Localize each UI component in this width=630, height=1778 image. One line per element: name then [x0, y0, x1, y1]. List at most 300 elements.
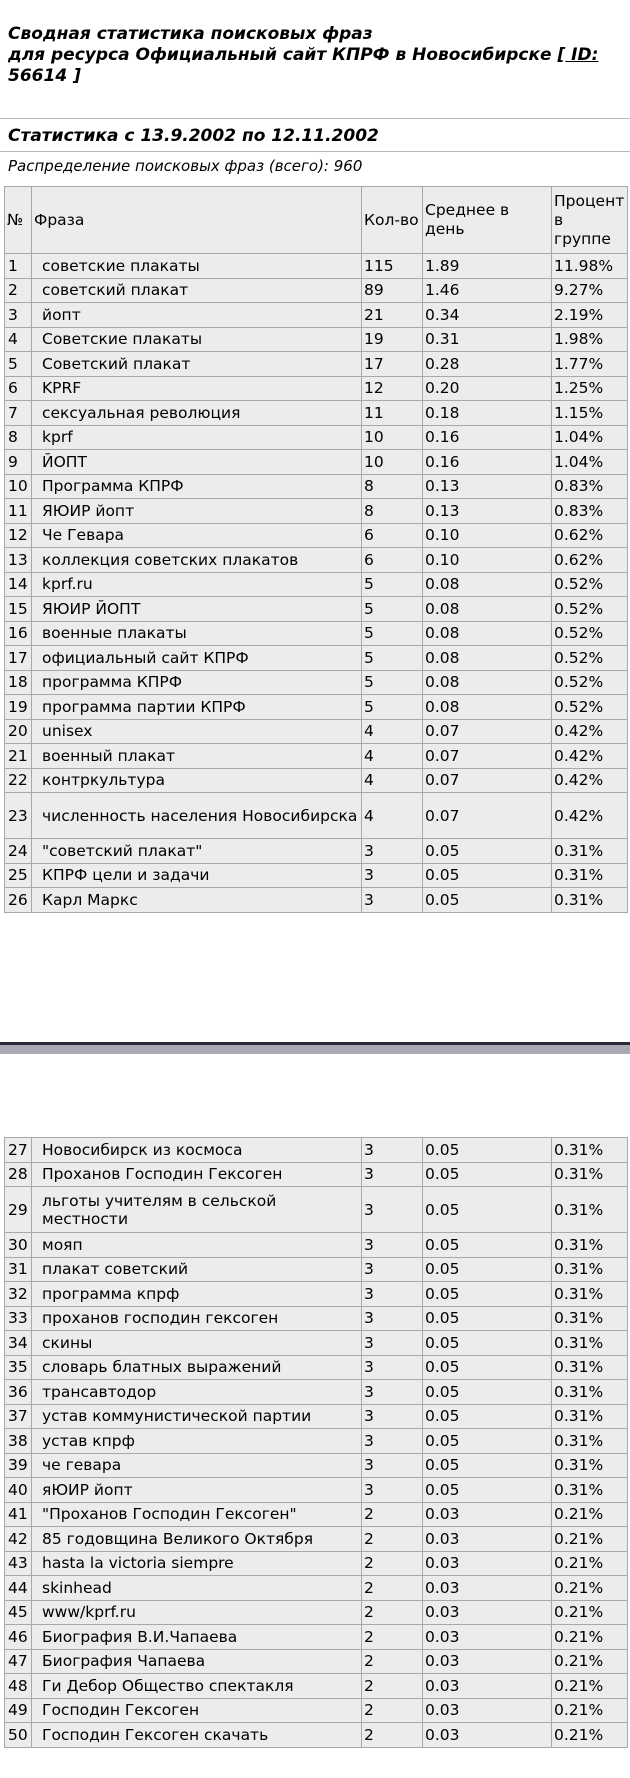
row-phrase: Господин Гексоген скачать	[32, 1723, 362, 1748]
row-pct: 1.77%	[552, 352, 628, 377]
resource-id-link[interactable]: ID:	[565, 45, 599, 65]
row-phrase: КПРФ цели и задачи	[32, 863, 362, 888]
row-count: 5	[362, 695, 423, 720]
divider-top	[0, 118, 630, 119]
row-phrase: программа кпрф	[32, 1282, 362, 1307]
row-count: 4	[362, 793, 423, 839]
row-phrase: ЙОПТ	[32, 450, 362, 475]
row-num: 48	[5, 1674, 32, 1699]
row-num: 1	[5, 254, 32, 279]
row-phrase: kprf.ru	[32, 572, 362, 597]
table-row	[5, 1233, 628, 1258]
table-row	[5, 695, 628, 720]
row-num: 3	[5, 303, 32, 328]
row-phrase: "советский плакат"	[32, 839, 362, 864]
row-num: 36	[5, 1380, 32, 1405]
row-avg: 0.05	[423, 1162, 552, 1187]
row-num: 26	[5, 888, 32, 913]
row-avg: 0.03	[423, 1674, 552, 1699]
row-pct: 2.19%	[552, 303, 628, 328]
row-pct: 0.31%	[552, 1380, 628, 1405]
row-num: 47	[5, 1649, 32, 1674]
row-phrase: unisex	[32, 719, 362, 744]
row-pct: 0.31%	[552, 888, 628, 913]
row-num: 32	[5, 1282, 32, 1307]
resource-id-value: 56614	[8, 66, 68, 86]
row-avg: 0.05	[423, 1453, 552, 1478]
row-count: 2	[362, 1502, 423, 1527]
row-avg: 0.03	[423, 1649, 552, 1674]
row-count: 3	[362, 1233, 423, 1258]
table-row	[5, 1257, 628, 1282]
row-count: 2	[362, 1723, 423, 1748]
row-count: 3	[362, 1331, 423, 1356]
row-avg: 0.05	[423, 1404, 552, 1429]
row-num: 16	[5, 621, 32, 646]
row-pct: 0.31%	[552, 1306, 628, 1331]
row-phrase: программа партии КПРФ	[32, 695, 362, 720]
table-row	[5, 1355, 628, 1380]
row-phrase: Господин Гексоген	[32, 1698, 362, 1723]
row-count: 3	[362, 1380, 423, 1405]
row-count: 2	[362, 1649, 423, 1674]
row-num: 6	[5, 376, 32, 401]
row-pct: 0.21%	[552, 1698, 628, 1723]
row-num: 30	[5, 1233, 32, 1258]
row-pct: 0.83%	[552, 474, 628, 499]
table-row	[5, 670, 628, 695]
row-phrase: skinhead	[32, 1576, 362, 1601]
row-phrase: коллекция советских плакатов	[32, 548, 362, 573]
row-count: 3	[362, 1404, 423, 1429]
row-num: 10	[5, 474, 32, 499]
row-pct: 0.21%	[552, 1502, 628, 1527]
row-pct: 0.31%	[552, 1187, 628, 1233]
row-count: 2	[362, 1527, 423, 1552]
row-count: 3	[362, 1282, 423, 1307]
row-pct: 1.25%	[552, 376, 628, 401]
row-count: 12	[362, 376, 423, 401]
row-count: 3	[362, 863, 423, 888]
table-row	[5, 572, 628, 597]
row-phrase: трансавтодор	[32, 1380, 362, 1405]
table-row	[5, 327, 628, 352]
row-count: 3	[362, 1162, 423, 1187]
table-row	[5, 278, 628, 303]
row-count: 6	[362, 523, 423, 548]
row-avg: 0.16	[423, 450, 552, 475]
row-phrase: сексуальная революция	[32, 401, 362, 426]
row-avg: 0.03	[423, 1551, 552, 1576]
row-pct: 1.98%	[552, 327, 628, 352]
row-num: 31	[5, 1257, 32, 1282]
row-phrase: Проханов Господин Гексоген	[32, 1162, 362, 1187]
table-row	[5, 768, 628, 793]
row-num: 7	[5, 401, 32, 426]
row-num: 5	[5, 352, 32, 377]
row-num: 21	[5, 744, 32, 769]
row-phrase: www/kprf.ru	[32, 1600, 362, 1625]
row-pct: 0.52%	[552, 670, 628, 695]
row-avg: 0.05	[423, 888, 552, 913]
row-phrase: "Проханов Господин Гексоген"	[32, 1502, 362, 1527]
row-avg: 0.05	[423, 1282, 552, 1307]
table-row	[5, 548, 628, 573]
table-row	[5, 1306, 628, 1331]
table-row	[5, 1674, 628, 1699]
row-num: 33	[5, 1306, 32, 1331]
row-pct: 9.27%	[552, 278, 628, 303]
row-phrase: ЯЮИР ЙОПТ	[32, 597, 362, 622]
row-count: 2	[362, 1600, 423, 1625]
table-row	[5, 863, 628, 888]
row-pct: 1.15%	[552, 401, 628, 426]
row-avg: 0.18	[423, 401, 552, 426]
row-phrase: Биография В.И.Чапаева	[32, 1625, 362, 1650]
row-num: 41	[5, 1502, 32, 1527]
row-count: 2	[362, 1576, 423, 1601]
row-avg: 0.05	[423, 1380, 552, 1405]
row-avg: 1.89	[423, 254, 552, 279]
row-avg: 0.13	[423, 499, 552, 524]
row-avg: 0.08	[423, 646, 552, 671]
row-phrase: скины	[32, 1331, 362, 1356]
row-avg: 0.03	[423, 1527, 552, 1552]
row-count: 3	[362, 839, 423, 864]
row-pct: 0.31%	[552, 1404, 628, 1429]
row-avg: 0.05	[423, 1138, 552, 1163]
row-phrase: льготы учителям в сельской местности	[32, 1187, 362, 1233]
table-row	[5, 1331, 628, 1356]
table-row	[5, 1551, 628, 1576]
row-num: 8	[5, 425, 32, 450]
table-row	[5, 621, 628, 646]
table-row	[5, 1625, 628, 1650]
row-avg: 0.10	[423, 548, 552, 573]
row-phrase: Биография Чапаева	[32, 1649, 362, 1674]
row-num: 4	[5, 327, 32, 352]
title-line-3	[8, 66, 620, 87]
row-avg: 0.07	[423, 793, 552, 839]
report-title	[8, 24, 620, 87]
row-count: 3	[362, 888, 423, 913]
row-avg: 0.28	[423, 352, 552, 377]
row-avg: 0.08	[423, 621, 552, 646]
row-phrase: Карл Маркс	[32, 888, 362, 913]
row-phrase: йопт	[32, 303, 362, 328]
row-phrase: Че Гевара	[32, 523, 362, 548]
row-pct: 0.31%	[552, 1233, 628, 1258]
row-avg: 1.46	[423, 278, 552, 303]
row-avg: 0.05	[423, 1306, 552, 1331]
table-row	[5, 839, 628, 864]
row-count: 3	[362, 1355, 423, 1380]
row-pct: 0.31%	[552, 1355, 628, 1380]
row-pct: 1.04%	[552, 450, 628, 475]
row-num: 39	[5, 1453, 32, 1478]
table-row	[5, 1527, 628, 1552]
row-count: 4	[362, 719, 423, 744]
table-row	[5, 888, 628, 913]
row-phrase: советский плакат	[32, 278, 362, 303]
row-pct: 0.31%	[552, 863, 628, 888]
row-count: 2	[362, 1625, 423, 1650]
row-avg: 0.03	[423, 1698, 552, 1723]
table-row	[5, 425, 628, 450]
row-count: 3	[362, 1257, 423, 1282]
row-count: 8	[362, 499, 423, 524]
row-pct: 0.21%	[552, 1674, 628, 1699]
row-pct: 0.31%	[552, 1282, 628, 1307]
row-avg: 0.31	[423, 327, 552, 352]
stats-period: Статистика с 13.9.2002 по 12.11.2002	[8, 126, 379, 146]
row-avg: 0.05	[423, 863, 552, 888]
row-phrase: устав кпрф	[32, 1429, 362, 1454]
row-avg: 0.08	[423, 695, 552, 720]
table-row	[5, 1380, 628, 1405]
row-count: 2	[362, 1674, 423, 1699]
row-phrase: ЯЮИР йопт	[32, 499, 362, 524]
row-phrase: яЮИР йопт	[32, 1478, 362, 1503]
row-num: 12	[5, 523, 32, 548]
row-pct: 0.42%	[552, 719, 628, 744]
row-count: 3	[362, 1429, 423, 1454]
row-count: 4	[362, 744, 423, 769]
row-count: 5	[362, 597, 423, 622]
table-row	[5, 401, 628, 426]
table-row	[5, 1502, 628, 1527]
row-count: 10	[362, 425, 423, 450]
row-count: 2	[362, 1551, 423, 1576]
row-pct: 0.83%	[552, 499, 628, 524]
row-num: 42	[5, 1527, 32, 1552]
row-num: 29	[5, 1187, 32, 1233]
table-row	[5, 597, 628, 622]
row-pct: 0.31%	[552, 1429, 628, 1454]
row-phrase: Советский плакат	[32, 352, 362, 377]
row-num: 19	[5, 695, 32, 720]
table-row	[5, 1187, 628, 1233]
row-pct: 0.31%	[552, 1478, 628, 1503]
row-num: 49	[5, 1698, 32, 1723]
row-pct: 0.52%	[552, 646, 628, 671]
table-row	[5, 793, 628, 839]
row-pct: 0.21%	[552, 1723, 628, 1748]
row-count: 3	[362, 1478, 423, 1503]
row-avg: 0.07	[423, 768, 552, 793]
row-count: 5	[362, 670, 423, 695]
row-pct: 1.04%	[552, 425, 628, 450]
table-row	[5, 352, 628, 377]
row-avg: 0.05	[423, 1429, 552, 1454]
row-count: 5	[362, 621, 423, 646]
row-num: 9	[5, 450, 32, 475]
row-avg: 0.08	[423, 597, 552, 622]
row-phrase: контркультура	[32, 768, 362, 793]
table-row	[5, 1698, 628, 1723]
row-count: 115	[362, 254, 423, 279]
row-num: 11	[5, 499, 32, 524]
table-header	[5, 187, 628, 254]
row-num: 17	[5, 646, 32, 671]
title-line-2	[8, 45, 620, 66]
row-pct: 0.21%	[552, 1527, 628, 1552]
row-num: 20	[5, 719, 32, 744]
row-num: 25	[5, 863, 32, 888]
row-count: 89	[362, 278, 423, 303]
row-pct: 0.52%	[552, 572, 628, 597]
table-row	[5, 474, 628, 499]
row-num: 38	[5, 1429, 32, 1454]
row-avg: 0.05	[423, 1478, 552, 1503]
row-phrase: численность населения Новосибирска	[32, 793, 362, 839]
table-row	[5, 450, 628, 475]
row-pct: 0.62%	[552, 548, 628, 573]
row-count: 3	[362, 1187, 423, 1233]
row-count: 6	[362, 548, 423, 573]
distribution-summary: Распределение поисковых фраз (всего): 960	[8, 157, 363, 175]
col-header-pct: Процент в группе	[552, 187, 628, 254]
row-count: 3	[362, 1306, 423, 1331]
table-row	[5, 1478, 628, 1503]
row-count: 21	[362, 303, 423, 328]
table-row	[5, 1600, 628, 1625]
table-row	[5, 254, 628, 279]
row-avg: 0.05	[423, 1187, 552, 1233]
row-avg: 0.10	[423, 523, 552, 548]
col-header-avg: Среднее в день	[423, 187, 552, 254]
row-avg: 0.03	[423, 1625, 552, 1650]
row-phrase: Программа КПРФ	[32, 474, 362, 499]
row-count: 4	[362, 768, 423, 793]
row-pct: 0.52%	[552, 621, 628, 646]
row-avg: 0.05	[423, 839, 552, 864]
row-num: 14	[5, 572, 32, 597]
row-phrase: KPRF	[32, 376, 362, 401]
row-pct: 0.52%	[552, 597, 628, 622]
row-phrase: hasta la victoria siempre	[32, 1551, 362, 1576]
col-header-count: Кол-во	[362, 187, 423, 254]
row-avg: 0.16	[423, 425, 552, 450]
row-avg: 0.13	[423, 474, 552, 499]
row-avg: 0.03	[423, 1576, 552, 1601]
row-phrase: Советские плакаты	[32, 327, 362, 352]
row-num: 28	[5, 1162, 32, 1187]
row-pct: 0.42%	[552, 744, 628, 769]
title-line-2-text: для ресурса Официальный сайт КПРФ в Новосибирске [	[8, 45, 566, 65]
row-count: 3	[362, 1453, 423, 1478]
table-row	[5, 1649, 628, 1674]
row-num: 18	[5, 670, 32, 695]
row-phrase: военные плакаты	[32, 621, 362, 646]
row-num: 34	[5, 1331, 32, 1356]
row-pct: 0.21%	[552, 1600, 628, 1625]
row-pct: 11.98%	[552, 254, 628, 279]
table-row	[5, 499, 628, 524]
row-avg: 0.03	[423, 1502, 552, 1527]
row-pct: 0.21%	[552, 1551, 628, 1576]
row-avg: 0.05	[423, 1257, 552, 1282]
row-num: 43	[5, 1551, 32, 1576]
row-pct: 0.42%	[552, 793, 628, 839]
row-num: 24	[5, 839, 32, 864]
row-avg: 0.08	[423, 572, 552, 597]
row-count: 5	[362, 646, 423, 671]
phrase-table-part-2	[4, 1137, 628, 1748]
page-break-bar	[0, 1042, 630, 1054]
table-row	[5, 1453, 628, 1478]
row-avg: 0.07	[423, 719, 552, 744]
row-avg: 0.05	[423, 1355, 552, 1380]
row-count: 3	[362, 1138, 423, 1163]
row-phrase: Новосибирск из космоса	[32, 1138, 362, 1163]
row-num: 50	[5, 1723, 32, 1748]
row-phrase: советские плакаты	[32, 254, 362, 279]
row-phrase: мояп	[32, 1233, 362, 1258]
row-num: 46	[5, 1625, 32, 1650]
table-row	[5, 523, 628, 548]
table-row	[5, 303, 628, 328]
row-num: 23	[5, 793, 32, 839]
row-pct: 0.31%	[552, 1331, 628, 1356]
col-header-phrase: Фраза	[32, 187, 362, 254]
row-pct: 0.31%	[552, 1162, 628, 1187]
row-phrase: военный плакат	[32, 744, 362, 769]
row-phrase: официальный сайт КПРФ	[32, 646, 362, 671]
phrase-table-part-1	[4, 186, 628, 913]
row-num: 2	[5, 278, 32, 303]
row-num: 27	[5, 1138, 32, 1163]
row-pct: 0.21%	[552, 1576, 628, 1601]
row-num: 44	[5, 1576, 32, 1601]
row-avg: 0.05	[423, 1233, 552, 1258]
row-avg: 0.08	[423, 670, 552, 695]
row-phrase: че гевара	[32, 1453, 362, 1478]
divider-mid	[0, 151, 630, 152]
table-row	[5, 744, 628, 769]
row-pct: 0.31%	[552, 1138, 628, 1163]
row-avg: 0.05	[423, 1331, 552, 1356]
row-phrase: плакат советский	[32, 1257, 362, 1282]
table-row	[5, 646, 628, 671]
table-row	[5, 1138, 628, 1163]
row-pct: 0.31%	[552, 1453, 628, 1478]
table-row	[5, 1404, 628, 1429]
title-end: ]	[67, 66, 81, 86]
row-avg: 0.20	[423, 376, 552, 401]
row-pct: 0.31%	[552, 1257, 628, 1282]
row-phrase: словарь блатных выражений	[32, 1355, 362, 1380]
row-phrase: устав коммунистической партии	[32, 1404, 362, 1429]
row-phrase: программа КПРФ	[32, 670, 362, 695]
table-row	[5, 719, 628, 744]
row-num: 40	[5, 1478, 32, 1503]
row-avg: 0.07	[423, 744, 552, 769]
col-header-num: №	[5, 187, 32, 254]
table-row	[5, 1282, 628, 1307]
table-row	[5, 1429, 628, 1454]
row-avg: 0.03	[423, 1723, 552, 1748]
table-row	[5, 1162, 628, 1187]
row-count: 5	[362, 572, 423, 597]
row-avg: 0.34	[423, 303, 552, 328]
row-count: 11	[362, 401, 423, 426]
row-count: 2	[362, 1698, 423, 1723]
row-pct: 0.21%	[552, 1625, 628, 1650]
row-count: 19	[362, 327, 423, 352]
table-row	[5, 376, 628, 401]
title-line-1: Сводная статистика поисковых фраз	[8, 24, 373, 44]
